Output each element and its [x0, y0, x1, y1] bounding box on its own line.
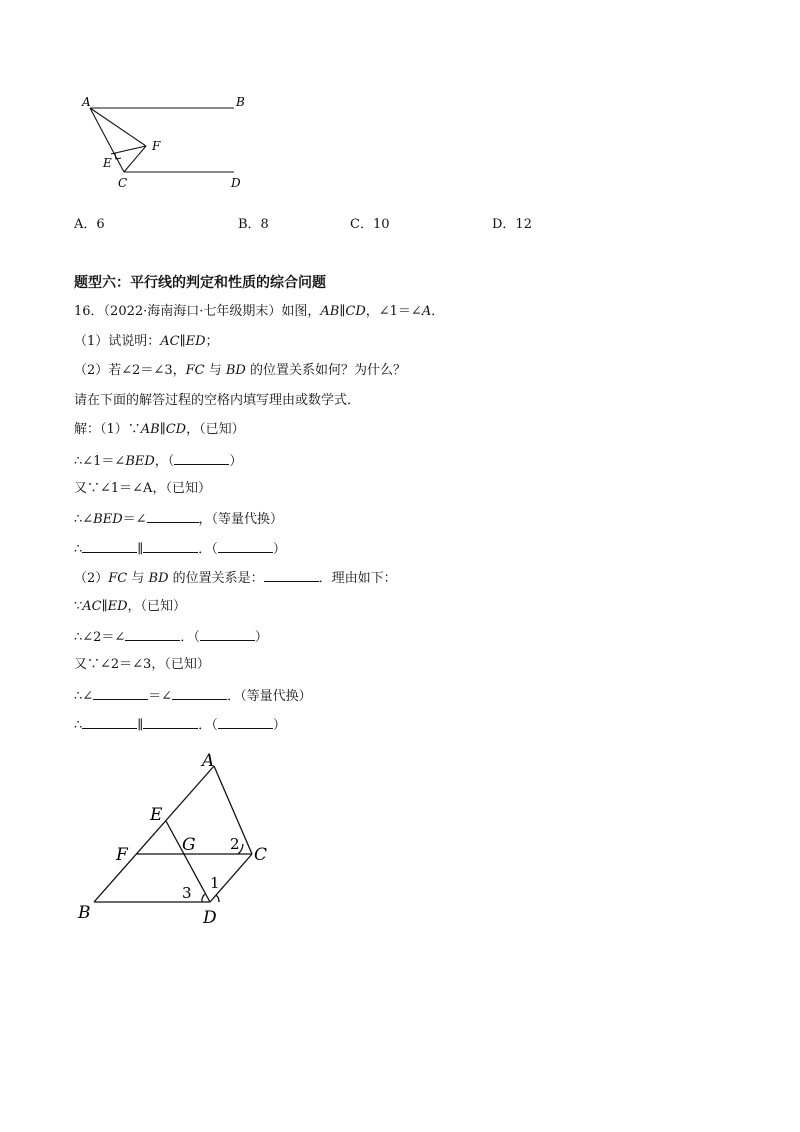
angle-3-arc	[202, 894, 205, 902]
stem-text: 如图，	[281, 304, 321, 319]
choice-b[interactable]: B．8	[238, 217, 269, 232]
answer-blank[interactable]	[82, 715, 137, 729]
solution-line-8	[74, 627, 268, 647]
q2-math: BD	[225, 363, 246, 378]
label-angle-2: 2	[230, 835, 240, 853]
label-b: B	[236, 95, 245, 109]
answer-blank[interactable]	[93, 686, 148, 700]
solution-text: ．（	[198, 718, 218, 733]
solution-math: FC	[108, 571, 128, 586]
section-title: 题型六：平行线的判定和性质的综合问题	[74, 275, 326, 291]
solution-line-4	[74, 509, 283, 529]
answer-blank[interactable]	[143, 539, 198, 553]
label-e: E	[150, 805, 163, 825]
label-c: C	[254, 845, 268, 865]
solution-text: ∴∠	[74, 689, 94, 704]
answer-blank[interactable]	[264, 568, 319, 582]
label-g: G	[182, 835, 196, 855]
segment-ab	[94, 766, 214, 902]
solution-line-2	[74, 451, 242, 471]
solution-line-10	[74, 686, 312, 706]
problem-stem	[74, 303, 444, 321]
solution-text: ∴∠1＝∠	[74, 454, 126, 469]
solution-text: ．（	[180, 630, 200, 645]
solution-math: AB∥CD	[140, 422, 187, 437]
solution-line-7	[74, 598, 186, 616]
solution-text: （2）	[74, 571, 109, 586]
answer-blank[interactable]	[147, 509, 199, 523]
choice-d[interactable]: D．12	[492, 217, 532, 232]
q2-text: 与	[204, 363, 226, 378]
instruction: 请在下面的解答过程的空格内填写理由或数学式．	[74, 393, 361, 408]
solution-line-6	[74, 568, 397, 588]
solution-text: ，（已知）	[127, 599, 187, 614]
label-c: C	[118, 176, 128, 190]
solution-text: 与	[127, 571, 149, 586]
answer-blank[interactable]	[143, 715, 198, 729]
label-b: B	[78, 903, 91, 923]
label-e: E	[103, 156, 112, 170]
solution-line-5	[74, 539, 286, 559]
label-f: F	[152, 139, 161, 153]
solution-text: ，（已知）	[186, 422, 245, 437]
answer-blank[interactable]	[174, 451, 229, 465]
q1-text: ；	[205, 334, 219, 349]
solution-line-11	[74, 715, 286, 735]
stem-text: ．	[431, 304, 445, 319]
solution-text: ∥	[137, 542, 144, 557]
stem-math: A	[421, 304, 432, 319]
solution-text: 解：（1）∵	[74, 422, 141, 437]
solution-line-3: 又∵∠1＝∠A，（已知）	[74, 481, 211, 496]
solution-text: ．（	[198, 542, 218, 557]
right-angle-mark	[115, 153, 121, 159]
angle-1-arc	[216, 895, 219, 902]
q2-text: 的位置关系如何？为什么？	[245, 363, 406, 378]
solution-math: BED	[93, 512, 123, 527]
solution-text: ，（等量代换）	[198, 512, 284, 527]
label-angle-3: 3	[182, 884, 192, 902]
label-d: D	[231, 176, 241, 190]
segment-af	[90, 108, 146, 146]
solution-text: ）	[229, 454, 243, 469]
solution-text: ∴	[74, 718, 83, 733]
label-f: F	[116, 845, 128, 865]
solution-text: ）	[272, 718, 286, 733]
choice-c[interactable]: C．10	[350, 217, 390, 232]
q2-math: FC	[185, 363, 205, 378]
answer-blank[interactable]	[172, 686, 227, 700]
answer-blank[interactable]	[218, 539, 273, 553]
solution-text: ＝∠	[122, 512, 147, 527]
problem-number: 16．	[74, 304, 104, 319]
solution-math: BD	[148, 571, 169, 586]
solution-math: BED	[125, 454, 155, 469]
solution-text: ∴∠	[74, 512, 94, 527]
label-angle-1: 1	[210, 874, 220, 892]
problem-source: （2022·海南海口·七年级期末）	[103, 304, 282, 319]
figure-parallel-lines-triangle	[74, 88, 274, 198]
solution-text: ∥	[137, 718, 144, 733]
solution-line-1	[74, 421, 245, 439]
stem-text: ，∠1＝∠	[365, 304, 422, 319]
answer-blank[interactable]	[82, 539, 137, 553]
solution-text: ∴∠2＝∠	[74, 630, 126, 645]
solution-text: ∴	[74, 542, 83, 557]
q1-math: AC∥ED	[160, 334, 206, 349]
label-a: A	[202, 751, 215, 771]
solution-text: ）	[272, 542, 286, 557]
answer-blank[interactable]	[125, 627, 180, 641]
label-a: A	[82, 95, 91, 109]
solution-text: ，（	[154, 454, 175, 469]
question-1	[74, 333, 219, 351]
q2-text: （2）若∠2＝∠3，	[74, 363, 186, 378]
solution-math: AC∥ED	[82, 599, 128, 614]
solution-text: ）	[254, 630, 268, 645]
question-2	[74, 362, 406, 380]
choice-a[interactable]: A．6	[74, 217, 105, 232]
solution-line-9: 又∵∠2＝∠3，（已知）	[74, 657, 210, 672]
solution-text: ＝∠	[148, 689, 173, 704]
solution-text: ∵	[74, 599, 83, 614]
solution-text: 的位置关系是：	[168, 571, 264, 586]
answer-blank[interactable]	[200, 627, 255, 641]
answer-choices	[74, 213, 674, 235]
figure-quadrilateral	[70, 748, 300, 938]
solution-text: ．理由如下：	[318, 571, 397, 586]
q1-text: （1）试说明：	[74, 334, 161, 349]
label-d: D	[203, 908, 217, 928]
solution-text: ．（等量代换）	[227, 689, 312, 704]
stem-math: AB∥CD	[320, 304, 366, 319]
answer-blank[interactable]	[218, 715, 273, 729]
